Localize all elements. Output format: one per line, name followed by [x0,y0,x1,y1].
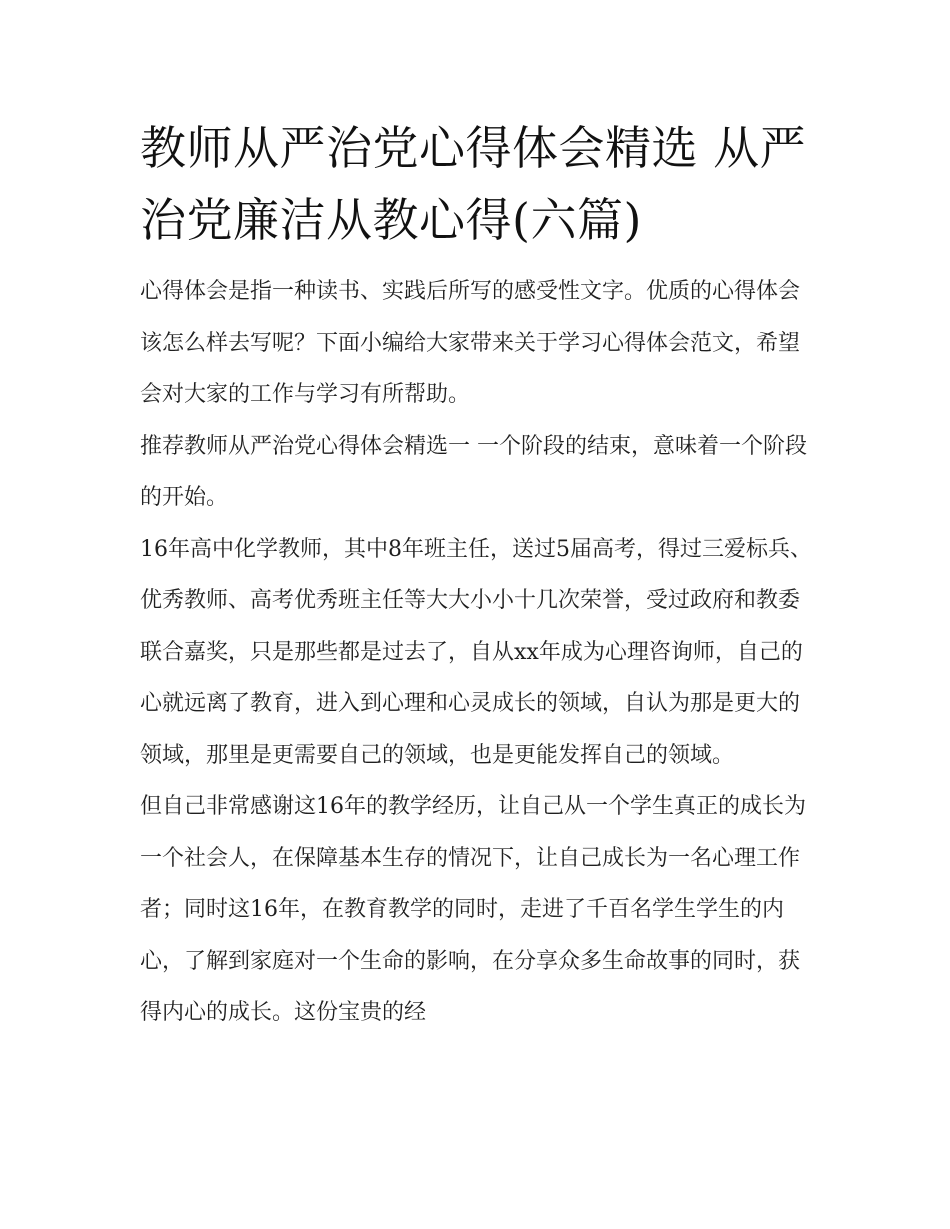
title-container [140,112,820,256]
paragraph-intro: 心得体会是指一种读书、实践后所写的感受性文字。优质的心得体会该怎么样去写呢？下面小编给大家带来关于学习心得体会范文，希望会对大家的工作与学习有所帮助。 [140,279,801,407]
paragraph-gratitude: 但自己非常感谢这16年的教学经历，让自己从一个学生真正的成长为一个社会人，在保障基本生存的情况下，让自己成长为一名心理工作者；同时这16年，在教育教学的同时，走进了千百名学生学生的内心，了解到家庭对一个生命的影响，在分享众多生命故事的同时，获得内心的成长。这份宝贵的经 [140,794,806,1025]
paragraph-recommend: 推荐教师从严治党心得体会精选一 一个阶段的结束，意味着一个阶段的开始。 [140,433,807,510]
paragraph-experience: 16年高中化学教师，其中8年班主任，送过5届高考，得过三爱标兵、优秀教师、高考优秀班主任等大大小小十几次荣誉，受过政府和教委联合嘉奖，只是那些都是过去了，自从xx年成为心理咨询师，自己的心就远离了教育，进入到心理和心灵成长的领域，自认为那是更大的领域，那里是更需要自己的领域，也是更能发挥自己的领域。 [140,536,812,768]
document-title: 教师从严治党心得体会精选 从严治党廉洁从教心得(六篇) [140,121,807,247]
document-content [140,112,820,1039]
